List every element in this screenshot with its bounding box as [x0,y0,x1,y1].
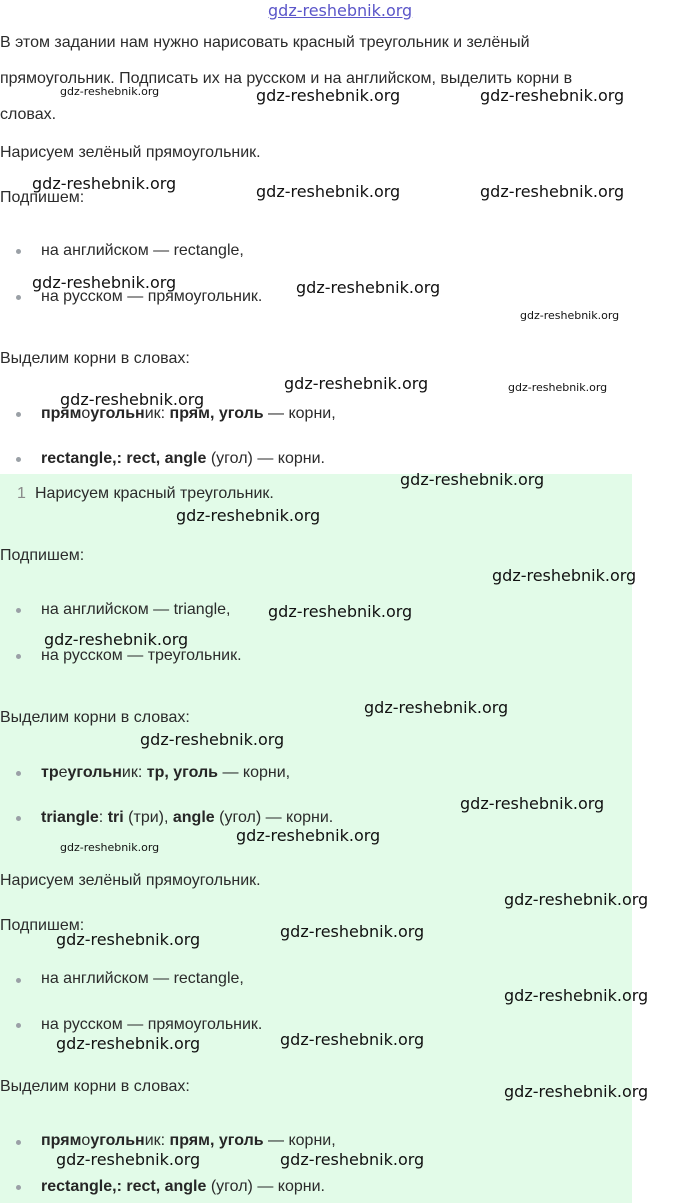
bullet [16,654,21,659]
bullet [16,1023,21,1028]
root-bold: прям [41,405,82,422]
draw-green-heading: Нарисуем зелёный прямоугольник. [0,144,261,161]
watermark: gdz-reshebnik.org [280,1030,425,1049]
sign-heading: Подпишем: [0,917,85,934]
list-item-root-ru [41,1131,336,1151]
watermark: gdz-reshebnik.org [520,309,620,322]
watermark: gdz-reshebnik.org [60,85,160,98]
intro-line-3: словах. [0,106,57,123]
roots-suffix: — корни, [268,1132,336,1149]
translation: (угол) [210,450,253,467]
root-bold: angle [172,809,215,826]
bullet [16,249,21,254]
roots-heading: Выделим корни в словах: [0,709,190,726]
bullet [16,771,21,776]
watermark: gdz-reshebnik.org [280,922,425,941]
watermark: gdz-reshebnik.org [460,794,605,813]
watermark: gdz-reshebnik.org [56,1034,201,1053]
watermark: gdz-reshebnik.org [32,174,177,193]
roots-suffix: — корни, [222,764,291,781]
root-bold: тр [41,764,59,781]
bullet [16,978,21,983]
intro-line-2: прямоугольник. Подписать их на русском и на английском, выделить корни в [0,70,573,87]
watermark: gdz-reshebnik.org [44,630,189,649]
watermark: gdz-reshebnik.org [56,1150,201,1169]
watermark: gdz-reshebnik.org [508,381,608,394]
watermark: gdz-reshebnik.org [400,470,545,489]
list-item-ru: на русском — прямоугольник. [41,1016,263,1033]
suffix: ик: [121,764,143,781]
watermark: gdz-reshebnik.org [280,1150,425,1169]
suffix: ик: [144,405,166,422]
suffix: ик: [144,1132,166,1149]
roots-suffix: — корни, [268,405,336,422]
watermark: gdz-reshebnik.org [296,278,441,297]
bullet [16,295,21,300]
translation: (три) [128,809,164,826]
translation: (угол) [210,1178,253,1195]
bullet [16,457,21,462]
watermark: gdz-reshebnik.org [236,826,381,845]
watermark: gdz-reshebnik.org [268,602,413,621]
roots-list: прям, уголь [169,1132,264,1149]
roots-heading: Выделим корни в словах: [0,350,190,367]
bullet [16,1185,21,1190]
sign-heading: Подпишем: [0,547,85,564]
list-item-ru: на русском — прямоугольник. [41,288,263,305]
roots-heading: Выделим корни в словах: [0,1078,190,1095]
watermark: gdz-reshebnik.org [504,890,649,909]
watermark: gdz-reshebnik.org [492,566,637,585]
roots-suffix: — корни. [257,1178,325,1195]
root-bold: прям [41,1132,82,1149]
root-bold: угольн [90,1132,145,1149]
watermark: gdz-reshebnik.org [60,390,205,409]
watermark: gdz-reshebnik.org [480,182,625,201]
list-item-root-en [41,449,325,469]
sign-heading: Подпишем: [0,189,85,206]
bullet [16,1140,21,1145]
intro-line-1: В этом задании нам нужно нарисовать красный треугольник и зелёный [0,34,530,51]
root-bold: rectangle,: rect, angle [41,450,207,467]
roots-suffix: — корни. [265,809,334,826]
list-item-ru: на русском — треугольник. [41,647,242,664]
bullet [16,816,21,821]
colon: : [98,809,104,826]
list-item-en: на английском — rectangle, [41,242,244,259]
root-vowel: е [58,764,68,781]
translation: (угол) [219,809,262,826]
root-bold: tri [107,809,124,826]
watermark: gdz-reshebnik.org [364,698,509,717]
root-bold: угольн [67,764,122,781]
list-item-root-ru [41,763,290,783]
bullet [16,608,21,613]
list-item-root-en [41,1177,325,1197]
bullet [16,412,21,417]
roots-list: тр, уголь [146,764,218,781]
watermark: gdz-reshebnik.org [504,986,649,1005]
watermark: gdz-reshebnik.org [176,506,321,525]
roots-list: прям, уголь [169,405,264,422]
list-item-en: на английском — rectangle, [41,970,244,987]
watermark: gdz-reshebnik.org [284,374,429,393]
list-item-root-en: triangle: tri (три), angle (угол) — корни. [41,809,334,826]
draw-green-heading: Нарисуем зелёный прямоугольник. [0,872,261,889]
site-link-header[interactable]: gdz-reshebnik.org [268,1,413,20]
roots-suffix: — корни. [257,450,325,467]
root-bold: triangle [41,809,99,826]
list-item-en: на английском — triangle, [41,601,231,618]
root-vowel: о [81,405,91,422]
watermark: gdz-reshebnik.org [60,841,160,854]
watermark: gdz-reshebnik.org [256,182,401,201]
draw-red-heading: Нарисуем красный треугольник. [35,485,274,502]
watermark: gdz-reshebnik.org [56,930,201,949]
watermark: gdz-reshebnik.org [140,730,285,749]
root-vowel: о [81,1132,91,1149]
watermark: gdz-reshebnik.org [256,86,401,105]
watermark: gdz-reshebnik.org [480,86,625,105]
watermark: gdz-reshebnik.org [504,1082,649,1101]
root-bold: rectangle,: rect, angle [41,1178,207,1195]
watermark: gdz-reshebnik.org [32,273,177,292]
root-bold: угольн [90,405,145,422]
list-number: 1 [17,485,26,502]
